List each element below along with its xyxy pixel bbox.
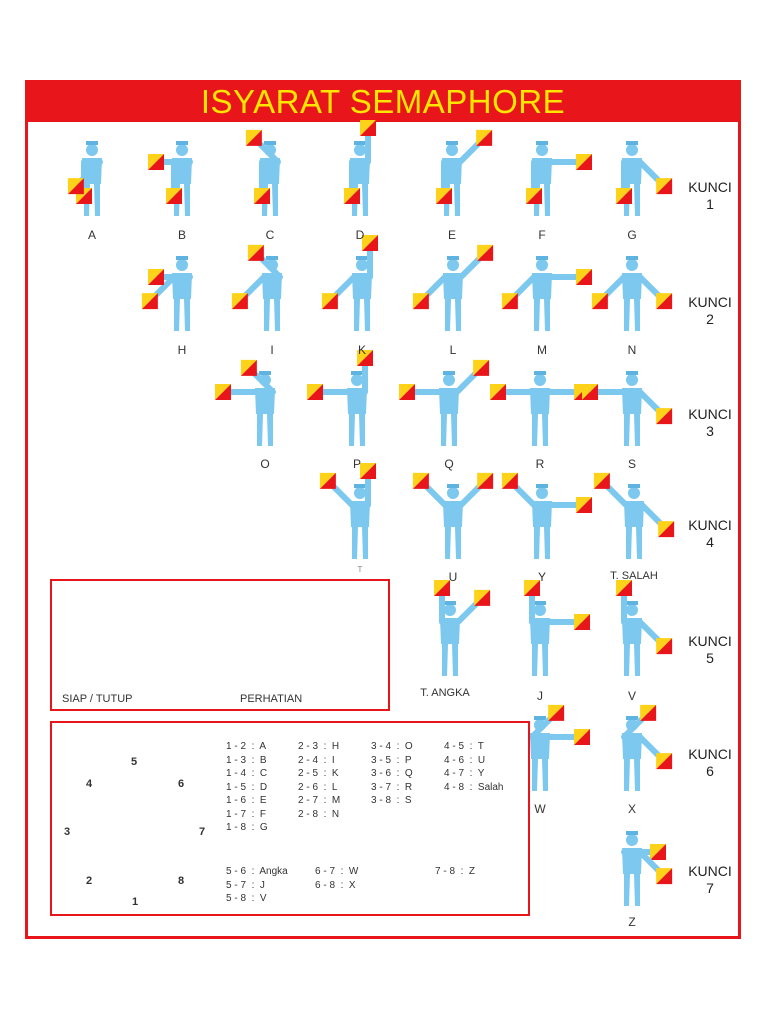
kunci-2: KUNCI 2 [688, 294, 732, 327]
figure-r [490, 371, 590, 446]
perhatian-label: PERHATIAN [240, 693, 303, 705]
figure-o [215, 360, 275, 446]
figure-t [320, 463, 376, 559]
key-entry: 3 - 6 : Q [371, 768, 413, 779]
key-entry: 1 - 3 : B [226, 754, 267, 766]
key-entry: 5 - 8 : V [226, 893, 267, 904]
compass-4: 4 [86, 778, 93, 790]
figure-k [322, 235, 378, 331]
letter-label: Y [537, 570, 546, 584]
letter-label: V [627, 689, 636, 703]
key-column-5 [226, 865, 288, 906]
key-entry: 2 - 5 : K [298, 768, 339, 779]
letter-label: K [357, 343, 366, 357]
key-entry: 4 - 7 : Y [444, 768, 485, 779]
letter-label: Z [628, 915, 636, 929]
figure-s [582, 371, 672, 446]
figure-e [436, 130, 492, 216]
letter-label: M [537, 343, 547, 357]
compass-8: 8 [178, 875, 185, 887]
compass-1: 1 [132, 896, 139, 908]
key-entry: 1 - 6 : E [226, 795, 267, 806]
letter-label: G [627, 228, 637, 242]
key-column-1 [226, 740, 268, 835]
kunci-1: KUNCI 1 [688, 179, 732, 212]
letter-label: S [627, 457, 636, 471]
figure-x [622, 705, 672, 791]
key-entry: 2 - 3 : H [298, 741, 340, 752]
siap-tutup-label: SIAP / TUTUP [62, 693, 133, 705]
key-entry: 6 - 7 : W [315, 866, 359, 877]
letter-label: T. ANGKA [420, 687, 470, 699]
figure-n [592, 256, 672, 331]
figure-d [344, 120, 376, 216]
figure-i [232, 245, 282, 331]
letter-label: J [537, 689, 543, 703]
letter-label: A [87, 228, 96, 242]
figure-g [616, 141, 672, 216]
letter-label: N [627, 343, 637, 357]
letter-label: P [352, 457, 361, 471]
compass-6: 6 [178, 778, 185, 790]
key-entry: 2 - 8 : N [298, 808, 340, 820]
key-entry: 1 - 5 : D [226, 781, 268, 793]
figure-salah [594, 473, 674, 559]
figure-angka [434, 580, 490, 676]
key-entry: 3 - 8 : S [371, 795, 412, 806]
key-column-7 [435, 865, 475, 879]
letter-label: D [355, 228, 365, 242]
kunci-4: KUNCI 4 [688, 517, 732, 550]
key-entry: 4 - 5 : T [444, 741, 484, 752]
letter-label: B [177, 228, 186, 242]
letter-label: C [265, 228, 275, 242]
letter-label: U [448, 570, 458, 584]
key-entry: 4 - 6 : U [444, 754, 486, 766]
figure-z [622, 831, 672, 906]
compass-2: 2 [86, 875, 93, 887]
compass-3: 3 [64, 826, 71, 838]
letter-label: X [627, 802, 636, 816]
key-column-3 [371, 740, 413, 808]
letter-label: E [447, 228, 456, 242]
key-entry: 2 - 7 : M [298, 795, 341, 806]
kunci-7: KUNCI 7 [688, 863, 732, 896]
kunci-5: KUNCI 5 [688, 633, 732, 666]
figure-h [142, 256, 192, 331]
figure-m [502, 256, 592, 331]
kunci-6: KUNCI 6 [688, 746, 732, 779]
figure-u [413, 473, 493, 559]
figure-b [148, 141, 192, 216]
figure-a [68, 141, 102, 216]
letter-label: L [449, 343, 457, 357]
letter-label: I [270, 343, 274, 357]
key-column-6 [315, 865, 358, 892]
figure-p [307, 350, 373, 446]
key-column-2 [298, 740, 340, 821]
figure-q [399, 360, 489, 446]
figure-c [246, 130, 280, 216]
key-entry: 5 - 6 : Angka [226, 866, 288, 877]
positions-panel [50, 579, 390, 711]
key-entry: 7 - 8 : Z [435, 866, 476, 877]
key-entry: 2 - 6 : L [298, 781, 338, 793]
letter-label: F [538, 228, 546, 242]
key-entry: 2 - 4 : I [298, 754, 335, 766]
figure-v [616, 580, 672, 676]
figure-j [524, 580, 590, 676]
page-title: ISYARAT SEMAPHORE [25, 80, 741, 122]
key-entry: 6 - 8 : X [315, 879, 356, 891]
letter-label: T. SALAH [610, 570, 658, 582]
key-entry: 1 - 7 : F [226, 808, 267, 820]
key-entry: 3 - 4 : O [371, 741, 413, 752]
key-column-4 [444, 740, 503, 794]
kunci-3: KUNCI 3 [688, 406, 732, 439]
figure-w [530, 705, 590, 791]
figure-l [413, 245, 493, 331]
key-entry: 1 - 2 : A [226, 741, 267, 752]
letter-label: W [534, 802, 546, 816]
compass-7: 7 [199, 826, 206, 838]
letter-label: Q [444, 457, 454, 471]
key-entry: 1 - 8 : G [226, 822, 268, 833]
key-entry: 5 - 7 : J [226, 879, 265, 891]
figure-y [502, 473, 592, 559]
letter-label: H [177, 343, 187, 357]
key-entry: 1 - 4 : C [226, 768, 268, 779]
key-entry: 4 - 8 : Salah [444, 781, 504, 793]
letter-label-t: T [357, 565, 363, 574]
letter-label: O [260, 457, 270, 471]
letter-label: R [535, 457, 545, 471]
figure-f [526, 141, 592, 216]
compass-5: 5 [131, 756, 138, 768]
key-entry: 3 - 5 : P [371, 754, 412, 766]
key-entry: 3 - 7 : R [371, 781, 413, 793]
